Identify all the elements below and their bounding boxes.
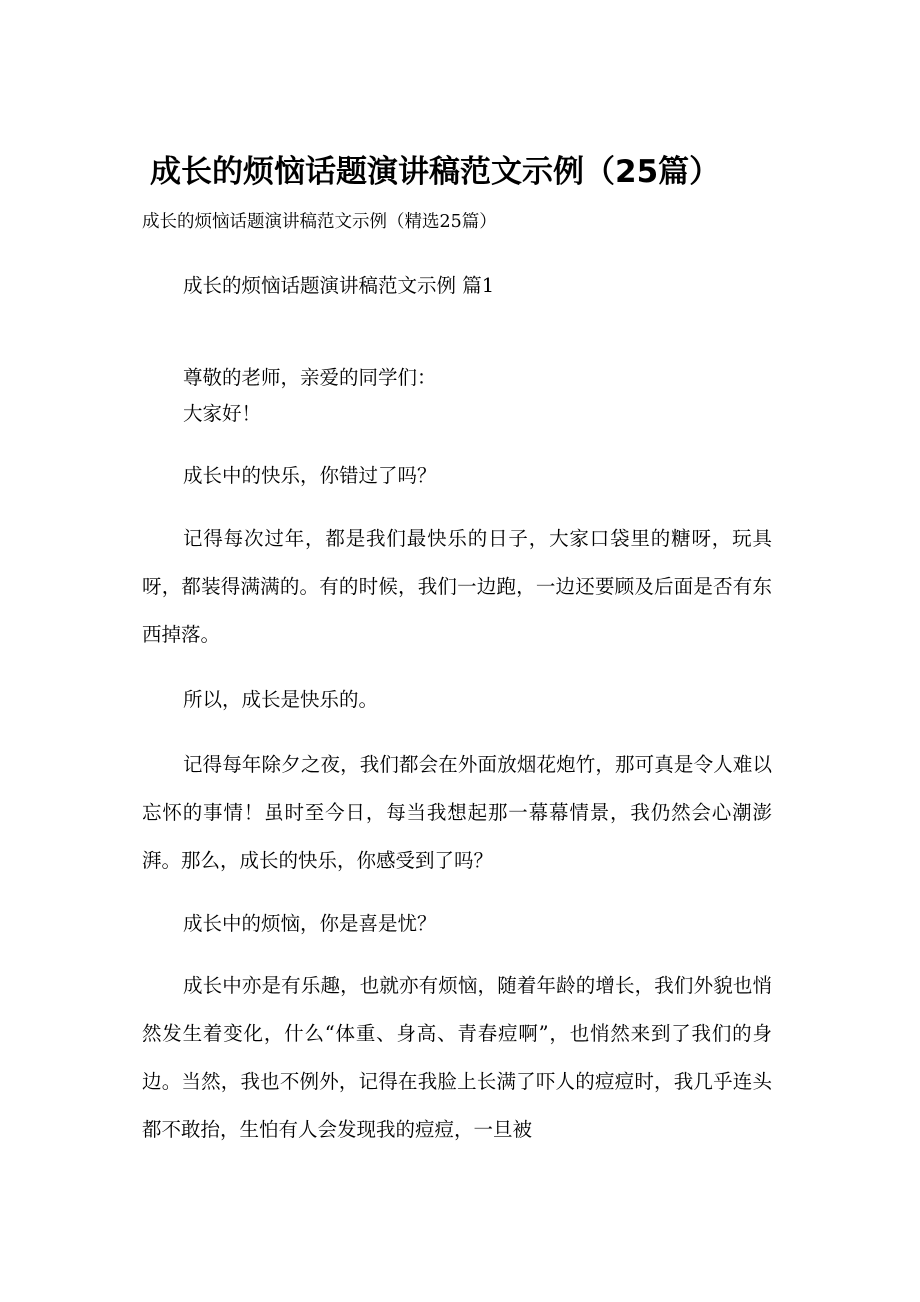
section-heading: 成长的烦恼话题演讲稿范文示例 篇1 <box>183 274 495 297</box>
body-paragraph: 记得每年除夕之夜，我们都会在外面放烟花炮竹，那可真是令人难以忘怀的事情！虽时至今日，每当我想起那一幕幕情景，我仍然会心潮澎湃。那么，成长的快乐，你感受到了吗？ <box>142 753 772 872</box>
greeting-paragraph: 大家好！ <box>183 402 262 425</box>
salutation-paragraph: 尊敬的老师，亲爱的同学们： <box>183 366 437 389</box>
question-paragraph: 成长中的烦恼，你是喜是忧？ <box>183 912 437 935</box>
body-paragraph: 记得每次过年，都是我们最快乐的日子，大家口袋里的糖呀，玩具呀，都装得满满的。有的时候，我们一边跑，一边还要顾及后面是否有东西掉落。 <box>142 527 772 646</box>
body-paragraph: 所以，成长是快乐的。 <box>183 688 379 711</box>
question-paragraph: 成长中的快乐，你错过了吗？ <box>183 464 437 487</box>
document-subtitle: 成长的烦恼话题演讲稿范文示例（精选25篇） <box>142 212 497 232</box>
body-paragraph: 成长中亦是有乐趣，也就亦有烦恼，随着年龄的增长，我们外貌也悄然发生着变化，什么“体重、身高、青春痘啊”，也悄然来到了我们的身边。当然，我也不例外，记得在我脸上长满了吓人的痘痘时，我几乎连头都不敢抬，生怕有人会发现我的痘痘，一旦被 <box>142 974 772 1141</box>
document-title: 成长的烦恼话题演讲稿范文示例（25篇） <box>150 154 721 190</box>
